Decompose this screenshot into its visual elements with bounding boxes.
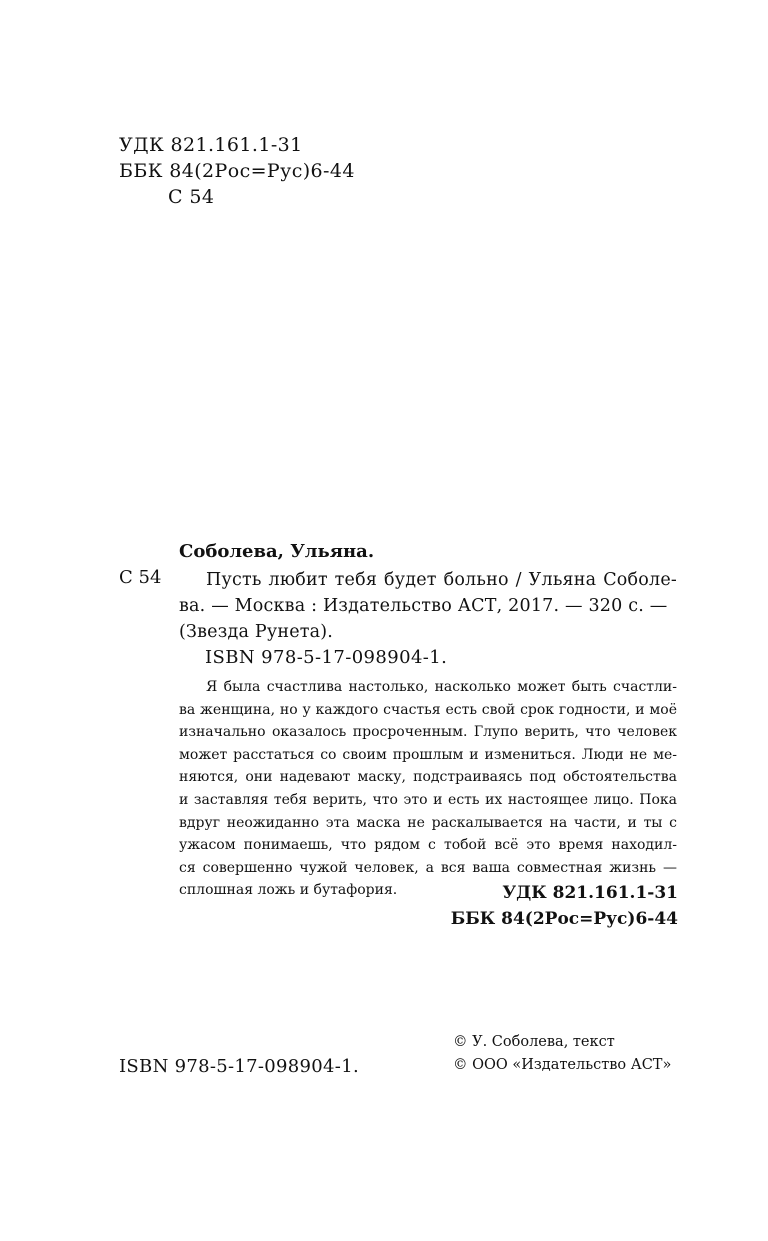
- author-heading: Соболева, Ульяна.: [179, 541, 375, 562]
- annotation-line: Я была счастлива настолько, насколько может быть счастли-: [206, 679, 677, 695]
- annotation-line: ся совершенно чужой человек, а вся ваша совместная жизнь —: [179, 859, 677, 876]
- copyright-publisher: © ООО «Издательство АСТ»: [453, 1057, 672, 1073]
- description-line: ва. — Москва : Издательство АСТ, 2017. — 320 с. —: [179, 596, 668, 616]
- entry-isbn: ISBN 978-5-17-098904-1.: [205, 647, 448, 668]
- annotation-line: ужасом понимаешь, что рядом с тобой всё это время находил-: [179, 837, 677, 854]
- annotation-line: и заставляя тебя верить, что это и есть их настоящее лицо. Пока: [179, 791, 677, 808]
- description-line: (Звезда Рунета).: [179, 622, 334, 642]
- bibliographic-description: [179, 567, 677, 645]
- copyright-block: [453, 1031, 671, 1077]
- copyright-author: © У. Соболева, текст: [453, 1034, 615, 1050]
- annotation-line: вдруг неожиданно эта маска не раскалывается на части, и ты с: [179, 814, 677, 831]
- classification-block: [451, 880, 678, 932]
- classification-bbk: ББК 84(2Рос=Рус)6-44: [450, 909, 678, 929]
- footer-isbn: ISBN 978-5-17-098904-1.: [119, 1056, 359, 1077]
- annotation-line: няются, они надевают маску, подстраиваясь под обстоятельства: [179, 769, 677, 786]
- classification-udk: УДК 821.161.1-31: [502, 883, 678, 903]
- header-udk: УДК 821.161.1-31: [119, 134, 303, 156]
- header-classification: [119, 132, 355, 210]
- header-code: С 54: [168, 186, 215, 208]
- header-bbk: ББК 84(2Рос=Рус)6-44: [119, 160, 355, 182]
- description-line: Пусть любит тебя будет больно / Ульяна Соболе-: [206, 570, 677, 590]
- annotation-line: может расстаться со своим прошлым и измениться. Люди не ме-: [179, 746, 677, 763]
- annotation-line: ва женщина, но у каждого счастья есть свой срок годности, и моё: [179, 701, 677, 718]
- author-code: С 54: [119, 567, 162, 588]
- annotation-line: сплошная ложь и бутафория.: [179, 882, 398, 899]
- annotation-line: изначально оказалось просроченным. Глупо верить, что человек: [179, 724, 677, 741]
- annotation: [179, 676, 677, 902]
